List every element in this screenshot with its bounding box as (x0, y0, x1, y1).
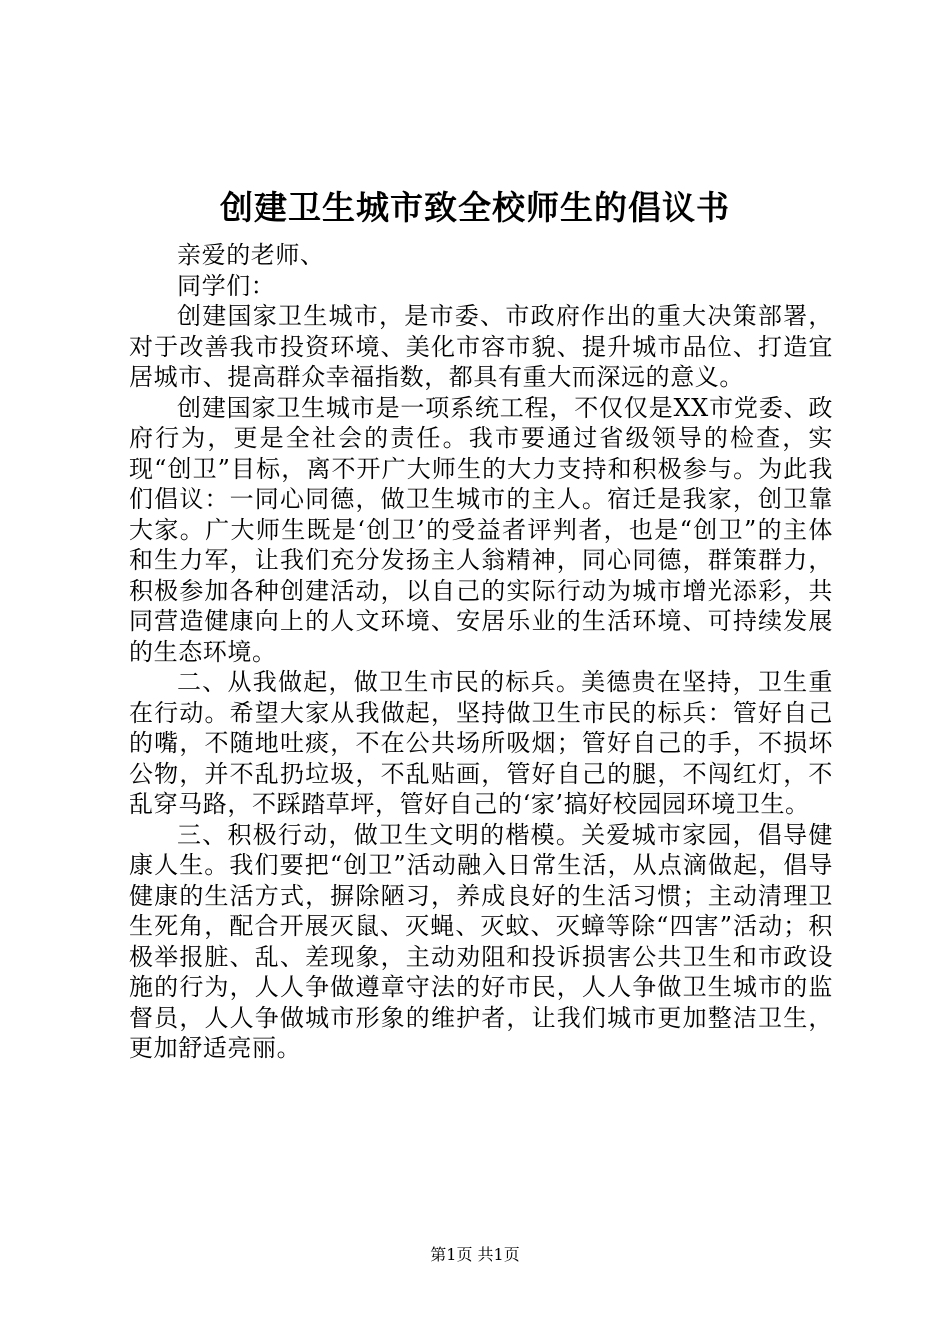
paragraph-4: 三、积极行动，做卫生文明的楷模。关爱城市家园，倡导健康人生。我们要把“创卫”活动融入日常生活，从点滴做起，倡导健康的生活方式，摒除陋习，养成良好的生活习惯；主动清理卫生死角，配合开展灭鼠、灭蝇、灭蚊、灭蟑等除“四害”活动；积极举报脏、乱、差现象，主动劝阻和投诉损害公共卫生和市政设施的行为，人人争做遵章守法的好市民，人人争做卫生城市的监督员，人人争做城市形象的维护者，让我们城市更加整洁卫生，更加舒适亮丽。 (129, 820, 833, 1062)
document-body (129, 240, 833, 1064)
document-title: 创建卫生城市致全校师生的倡议书 (220, 188, 730, 227)
paragraph-1: 创建国家卫生城市，是市委、市政府作出的重大决策部署，对于改善我市投资环境、美化市容市貌、提升城市品位、打造宜居城市、提高群众幸福指数，都具有重大而深远的意义。 (129, 302, 833, 391)
paragraph-2: 创建国家卫生城市是一项系统工程，不仅仅是XX市党委、政府行为，更是全社会的责任。我市要通过省级领导的检查，实现“创卫”目标，离不开广大师生的大力支持和积极参与。为此我们倡议：一同心同德，做卫生城市的主人。宿迁是我家，创卫靠大家。广大师生既是‘创卫’的受益者评判者，也是“创卫”的主体和生力军，让我们充分发扬主人翁精神，同心同德，群策群力，积极参加各种创建活动，以自己的实际行动为城市增光添彩，共同营造健康向上的人文环境、安居乐业的生活环境、可持续发展的生态环境。 (129, 393, 833, 666)
page-footer: 第1页 共1页 (430, 1245, 520, 1264)
salutation-line-1: 亲爱的老师、 (177, 241, 325, 269)
salutation-line-2: 同学们： (177, 271, 276, 300)
paragraph-3: 二、从我做起，做卫生市民的标兵。美德贵在坚持，卫生重在行动。希望大家从我做起，坚持做卫生市民的标兵：管好自己的嘴，不随地吐痰，不在公共场所吸烟；管好自己的手，不损坏公物，并不乱扔垃圾，不乱贴画，管好自己的腿，不闯红灯，不乱穿马路，不踩踏草坪，管好自己的‘家’搞好校园园环境卫生。 (129, 668, 833, 818)
